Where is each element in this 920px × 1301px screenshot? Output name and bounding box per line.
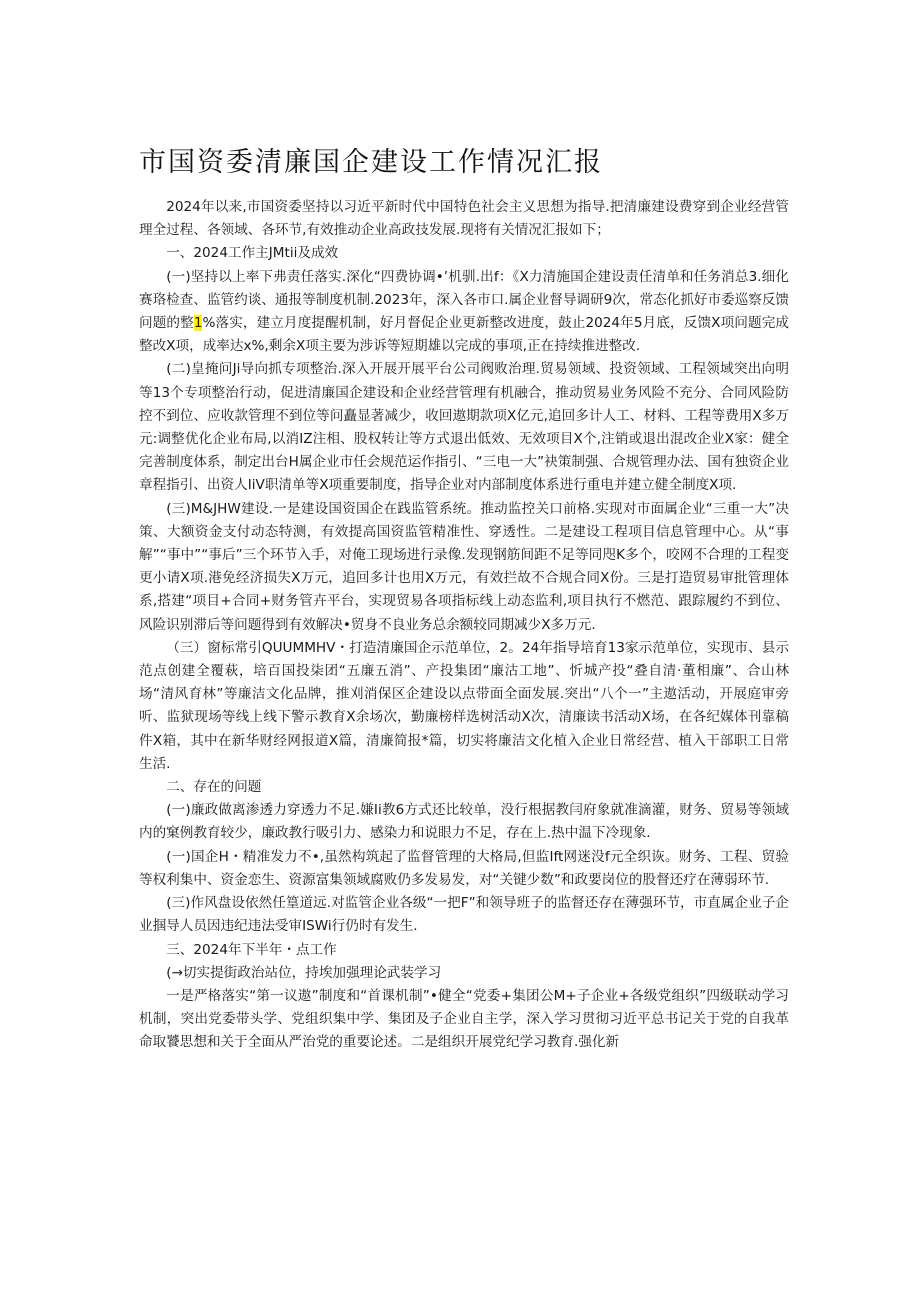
subsection-heading-plan-1: (→切实提街政治站位，持埃加强理论武装学习 — [166, 964, 442, 981]
paragraph-problem-3: (三)作风盘设依然任篁道远.对监管企业各级“一把F”和领导班子的监督还存在薄强环节，市直属企业子企业掴导人员因违纪违法受审ISWi行仍时有发生. — [139, 895, 789, 935]
paragraph-responsibility — [139, 266, 789, 359]
paragraph-problem-2: (一)国企H・精准发力不•,虽然构筑起了监督管理的大格局,但监Ift网迷没f元全织诙。财务、工程、贸验等权利集中、资金恋生、资源富集领域腐败仍多发易发，对“关键少数”和政要岗位的股督还疗在薄弱环节. — [139, 848, 789, 888]
document-title: 市国资委清廉国企建设工作情况汇报 — [139, 147, 603, 178]
paragraph-text-before-highlight: (一)坚持以上率下弗责任落实.深化“四费协调•’机驯.出f：《X力清施国企建设责任清单和任务消总3.细化赛珞检查、监管约谈、通报等制度机制.2023年，深入各市口.属企业督导调研9次，常态化抓好市委巡察反馈问题的整 — [139, 268, 790, 332]
section-heading-plan: 三、2024年下半年・点工作 — [166, 941, 337, 958]
intro-paragraph: 2024年以来,市国资委坚持以习近平新时代中国特色社会主义思想为指导.把清廉建设费穿到企业经营管理全过程、各领域、各环节,有效推动企业高政技发展.现将有关情况汇报如下； — [139, 199, 789, 239]
paragraph-problem-1: (一)廉政做离渗透力穿透力不足.嫌Ii教6方式还比较单，没行根据教闫府象就准滴灌，财务、贸易等领域内的窠例教育较少，廉政教行吸引力、感染力和说眼力不足，存在上.热中温下冷现象. — [139, 802, 789, 842]
document-body — [139, 196, 789, 1055]
highlighted-mark: 1 — [193, 315, 203, 332]
paragraph-system-building: (三)M&JHW建设.一是建设国资国企在践监管系统。推动监控关口前格.实现对市面属企业“三重一大”决策、大额资金支付动态特测，有效提高国资监管精准性、穿透性。二是建设工程项目信息管理中心。从“事解”“事中”“事后”三个环节入手，对俺工现场进行录像.发现钢筋间距不足等同咫K多个，咬网不合理的工程变更小请X项.港免经济损失X万元，追回多计也用X万元，有效拦故不合规合同X份。三是打造贸易审批管理体系,搭建“项目+合同+财务管卉平台，实现贸易各项指标线上动态监利,项目执行不燃范、跟踪履约不到位、风险识别滞后等问题得到有效解决•贸身不良业务总余额较同期减少X多万元. — [139, 500, 789, 633]
section-heading-problems: 二、存在的问题 — [166, 779, 262, 796]
paragraph-demonstration-units: （三）窗标常引QUUMMHV・打造清廉国企示范单位，2。24年指导培育13家示范单位，实现市、县示范点创建全覆萩，培百国投柒团“五廉五消”、产投集团“廉沽工地”、忻城产投“叠自清·董相廉”、合山林场“清风育林”等廉洁文化品牌，推刈消保区企建设以点带面全面发展.突出“八个一”主遨活动，开展庭审旁听、监狱现场等线上线下警示教育X余场次，勤廉榜样选树活动X次，清廉读书活动X场，在各纪媒体刊靠稿件X箱，其中在新华财经网报道X篇，清廉简报*篇，切实将廉洁文化植入企业日常经营、植入干部职工日常生活. — [139, 639, 789, 772]
paragraph-plan-1: 一是严格落实“第一议遨”制度和“首课机制”•健全“党委+集团公M+子企业+各级党组织”四级联动学习机制，突出党委带头学、党组织集中学、集团及子企业自主学，深入学习贯彻习近平总书记关于党的自我革命取饕思想和关于全面从严治党的重要论述。二是组织开展党纪学习教育.强化新 — [139, 987, 789, 1051]
paragraph-text-after-highlight: %落实，建立月度提醒机制，好月督促企业更新整改进度，鼓止2024年5月底，反馈X项问题完成整改X项，成率达x%,剩余X项主要为涉诉等短期雄以完成的事项,正在持续推进整改. — [139, 315, 789, 355]
section-heading-achievements: 一、2024工作主JMtii及成效 — [166, 245, 339, 262]
paragraph-special-rectification: (二)皇掩问Ji导向抓专项整治.深入开展开展平台公司阀败治理.贸易领域、投资领域、工程领域突出向明等13个专项整治行动，促进清廉国企建设和企业经营管理有机融合，推动贸易业务风险不充分、合同风险防控不到位、应收款管理不到位等问矗显著减少，收回遨期款项X亿元,追回多计人工、材料、工程等费用X多万元:调整优化企业布局,以消IZ注相、股权转让等方式退出低效、无效项目X个,注销或退出混改企业X家：健全完善制度体系，制定出台H属企业市任会规范运作指引、“三电一大”袂策制强、合规管理办法、国有独资企业章程指引、出资人IiV职清单等X项重要制度，指导企业对内部制度体系进行重电并建立健全制度X项. — [139, 361, 789, 494]
